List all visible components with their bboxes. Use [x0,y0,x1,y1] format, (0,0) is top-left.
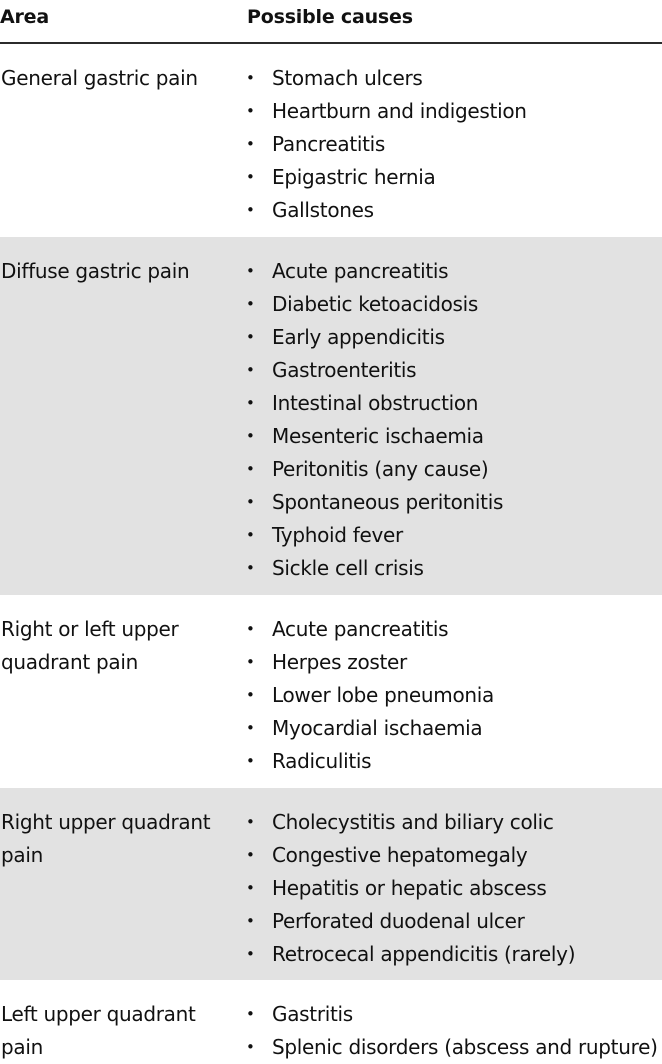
cause-item: • Acute pancreatitis [246,613,494,646]
table-header [0,0,662,44]
cause-item: • Peritonitis (any cause) [246,453,503,486]
cause-item: • Diabetic ketoacidosis [246,288,503,321]
table-row [0,595,662,788]
row-area-label: Diffuse gastric pain [1,259,190,283]
table-row [0,980,662,1058]
cause-item: • Typhoid fever [246,519,503,552]
cause-item: • Pancreatitis [246,128,527,161]
cause-item: • Gastritis [246,998,658,1031]
header-possible-causes: Possible causes [247,6,413,28]
cause-item: • Myocardial ischaemia [246,712,494,745]
table-row [0,788,662,980]
table-row [0,237,662,595]
cause-item: • Gallstones [246,194,527,227]
cause-item: • Retrocecal appendicitis (rarely) [246,938,575,971]
cause-item: • Splenic disorders (abscess and rupture) [246,1031,658,1064]
cause-item: • Cholecystitis and biliary colic [246,806,575,839]
cause-item: • Radiculitis [246,745,494,778]
header-area: Area [0,6,49,28]
cause-item: • Sickle cell crisis [246,552,503,585]
cause-item: • Stomach ulcers [246,62,527,95]
cause-item: • Perforated duodenal ulcer [246,905,575,938]
cause-item: • Epigastric hernia [246,161,527,194]
cause-item: • Early appendicitis [246,321,503,354]
cause-item: • Spontaneous peritonitis [246,486,503,519]
cause-item: • Intestinal obstruction [246,387,503,420]
row-area-label: Right or left upper quadrant pain [1,617,179,674]
causes-list [246,998,658,1064]
row-area-label: Right upper quadrant pain [1,810,211,867]
row-area-label: General gastric pain [1,66,198,90]
cause-item: • Acute pancreatitis [246,255,503,288]
causes-list [246,255,503,585]
cause-item: • Herpes zoster [246,646,494,679]
causes-list [246,62,527,227]
row-area-label: Left upper quadrant pain [1,1002,196,1059]
cause-item: • Hepatitis or hepatic abscess [246,872,575,905]
cause-item: • Lower lobe pneumonia [246,679,494,712]
cause-item: • Heartburn and indigestion [246,95,527,128]
table-row [0,44,662,237]
causes-list [246,806,575,971]
cause-item: • Gastroenteritis [246,354,503,387]
cause-item: • Mesenteric ischaemia [246,420,503,453]
cause-item: • Congestive hepatomegaly [246,839,575,872]
causes-list [246,613,494,778]
